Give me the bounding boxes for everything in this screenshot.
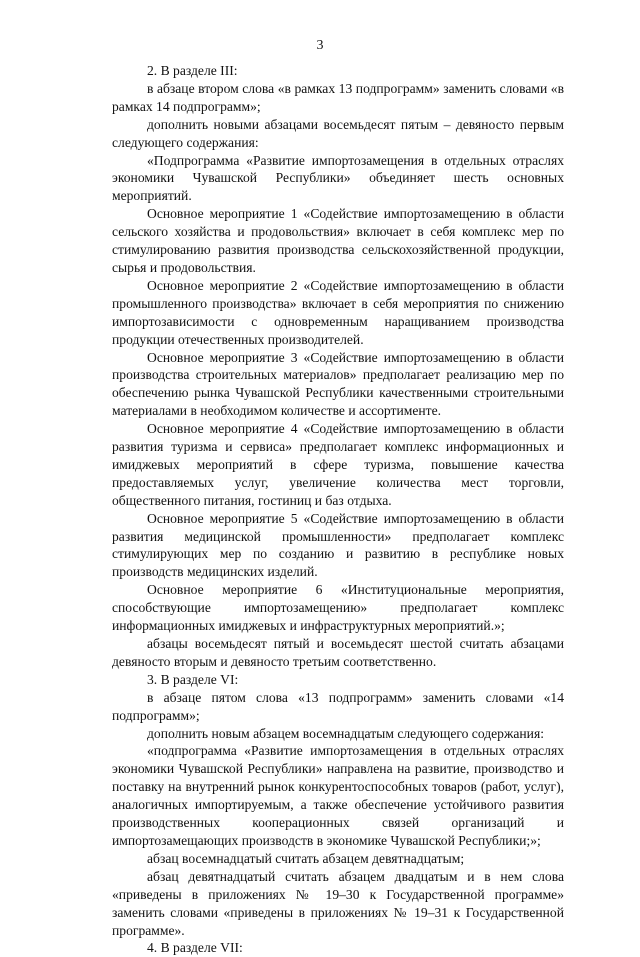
paragraph: Основное мероприятие 5 «Содействие импортозамещению в области развития медицинской промышленности» предполагает комплекс стимулирующих мер по созданию и развитию в республике новых производств медицинских изделий. bbox=[112, 510, 564, 580]
paragraph: абзац девятнадцатый считать абзацем двадцатым и в нем слова «приведены в приложениях № 19–30 к Государственной программе» заменить словами «приведены в приложениях № 19–31 к Государственной программе». bbox=[112, 868, 564, 938]
paragraph: в абзаце втором слова «в рамках 13 подпрограмм» заменить словами «в рамках 14 подпрограмм»; bbox=[112, 80, 564, 114]
paragraph: дополнить новым абзацем восемнадцатым следующего содержания: bbox=[147, 725, 544, 741]
paragraph: абзацы восемьдесят пятый и восемьдесят шестой считать абзацами девяносто вторым и девяносто третьим соответственно. bbox=[112, 636, 564, 669]
paragraph: «Подпрограмма «Развитие импортозамещения в отдельных отраслях экономики Чувашской Республики» объединяет шесть основных мероприятий. bbox=[112, 152, 564, 204]
paragraph: дополнить новыми абзацами восемьдесят пятым – девяносто первым следующего содержания: bbox=[112, 116, 564, 150]
paragraph: абзац восемнадцатый считать абзацем девятнадцатым; bbox=[147, 850, 465, 866]
paragraph-section-6-heading: 3. В разделе VI: bbox=[147, 671, 239, 687]
paragraph: Основное мероприятие 1 «Содействие импортозамещению в области сельского хозяйства и продовольствия» включает в себя комплекс мер по стимулированию развития производства сельскохозяйственной продукции, сырья и продовольствия. bbox=[112, 206, 564, 275]
document-body bbox=[112, 62, 564, 957]
page-number: 3 bbox=[316, 38, 324, 53]
paragraph: «подпрограмма «Развитие импортозамещения в отдельных отраслях экономики Чувашской Республики» направлена на развитие, производство и поставку на внутренний рынок конкурентоспособных товаров (работ, услуг), аналогичных импортируемым, а также обеспечение устойчивого развития производственных кооперационных связей организаций и импортозамещающих производств в экономике Чувашской Республики;»; bbox=[112, 743, 564, 848]
paragraph: Основное мероприятие 6 «Институциональные мероприятия, способствующие импортозамещению» предполагает комплекс информационных имиджевых и инфраструктурных мероприятий.»; bbox=[112, 582, 564, 634]
paragraph: Основное мероприятие 2 «Содействие импортозамещению в области промышленного производства» включает в себя мероприятия по снижению импортозависимости с одновременным наращиванием производства продукции отечественных производителей. bbox=[112, 277, 564, 347]
paragraph: в абзаце пятом слова «13 подпрограмм» заменить словами «14 подпрограмм»; bbox=[112, 689, 564, 723]
paragraph-section-7-heading: 4. В разделе VII: bbox=[147, 940, 243, 956]
paragraph: Основное мероприятие 4 «Содействие импортозамещению в области развития туризма и сервиса» предполагает комплекс информационных и имиджевых мероприятий в сфере туризма, повышение качества предоставляемых услуг, увеличение количества мест торговли, общественного питания, гостиниц и баз отдыха. bbox=[112, 421, 564, 508]
paragraph: Основное мероприятие 3 «Содействие импортозамещению в области производства строительных материалов» предполагает реализацию мер по обеспечению рынка Чувашской Республики качественными строительными материалами в необходимом количестве и ассортименте. bbox=[112, 349, 564, 419]
paragraph-section-3-heading: 2. В разделе III: bbox=[147, 63, 238, 78]
